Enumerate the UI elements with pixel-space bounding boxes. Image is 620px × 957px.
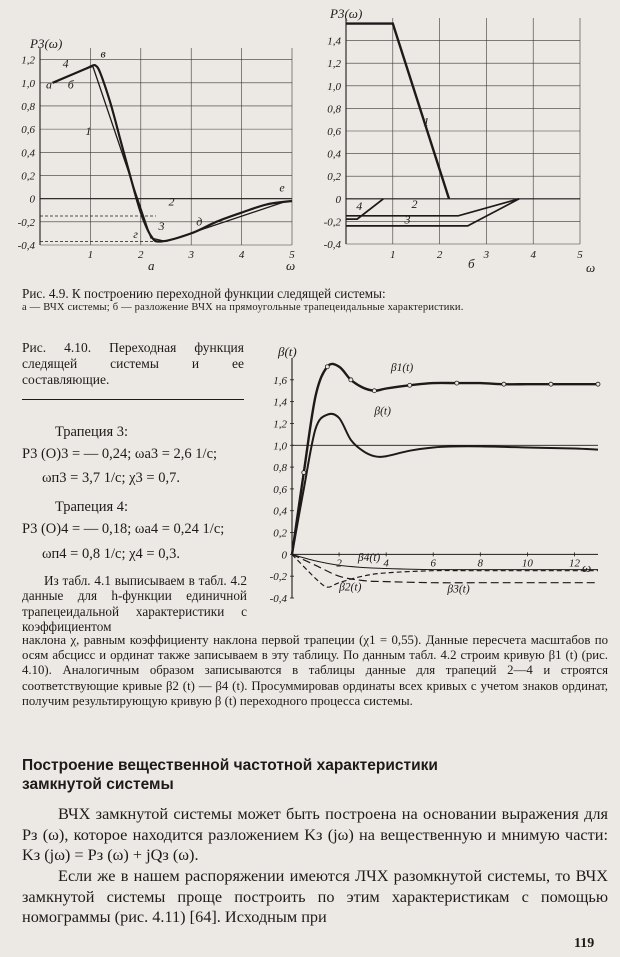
fig410-plot (256, 336, 608, 614)
fig49a-xtick-label: 5 (289, 249, 295, 261)
fig410-marker (372, 389, 376, 393)
fig410-marker (408, 383, 412, 387)
fig49b-ytick-label: 0,8 (327, 103, 341, 116)
fig410-curve-1 (292, 414, 598, 555)
fig49a-point-label: г (133, 227, 138, 242)
fig49b-curve-label: 1 (423, 114, 430, 129)
fig49a-ylabel: P3(ω) (30, 36, 63, 51)
fig410-marker (302, 471, 306, 475)
fig49a-xtick-label: 1 (87, 249, 94, 261)
fig49b-ytick-label: -0,2 (323, 216, 341, 229)
fig410-ytick-label: 0,4 (273, 505, 287, 518)
fig49b-ytick-label: 1,4 (327, 35, 341, 48)
page-number: 119 (574, 936, 595, 951)
fig49b-xlabel: ω (586, 260, 596, 275)
fig49a-point-label: а (46, 77, 53, 92)
fig49b-ytick-label: -0,4 (323, 239, 341, 251)
fig49a-point-label: в (100, 46, 106, 61)
fig49a-point-label: б (67, 77, 74, 92)
fig49a-xtick-label: 4 (238, 249, 245, 261)
fig410-xtick-label: 2 (336, 557, 342, 570)
fig49b-plot (318, 0, 608, 280)
fig410-xtick-label: 10 (521, 557, 533, 570)
fig49a-sublabel: а (148, 258, 155, 273)
fig49b-xtick-label: 2 (436, 249, 443, 261)
fig410-ylabel: β(t) (278, 344, 297, 359)
fig410-xtick-label: 12 (568, 557, 580, 570)
fig49a-point-label: 3 (158, 218, 165, 233)
caption-fig49 (22, 286, 608, 314)
wrap-paragraph: Из табл. 4.1 выписываем в табл. 4.2 данные для h-функции единичной трапецеидальной характеристики с коэффициентом (22, 573, 247, 634)
fig49a-ytick-label: 1,2 (21, 54, 35, 67)
fig49b-ytick-label: 0,6 (327, 126, 341, 138)
fig49a-plot (17, 8, 308, 280)
fig410-xtick-label: 6 (430, 557, 436, 570)
fig49a-ytick-label: 1,0 (21, 77, 35, 90)
fig410-curve-label: β(t) (374, 405, 391, 418)
fig49b-ytick-label: 0,4 (327, 148, 341, 161)
fig49a-curve-vchh (53, 65, 292, 242)
fig49a-ytick-label: 0,6 (21, 124, 35, 137)
fig410-curve-label: β4(t) (357, 551, 381, 564)
fig410-ytick-label: 0,8 (273, 462, 287, 475)
fig410-marker (502, 382, 506, 386)
fig410-marker (596, 382, 600, 386)
fig49a-ytick-label: -0,2 (17, 216, 35, 229)
fig49a-xlabel: ω (286, 258, 296, 273)
paragraph-2: ВЧХ замкнутой системы может быть построена на основании выражения для Pз (ω), которое находится разложением Kз (jω) на вещественную и мнимую части: Kз (jω) = Pз (ω) + jQз (ω). (22, 804, 608, 865)
caption-fig49-sub: а — ВЧХ системы; б — разложение ВЧХ на прямоугольные трапецеидальные характеристики. (22, 302, 464, 313)
fig49b-ytick-label: 1,0 (327, 80, 341, 93)
fig410-ytick-label: 1,0 (273, 440, 287, 453)
trapezoid4-title: Трапеция 4: (55, 499, 129, 515)
fig49b-xtick-label: 3 (483, 249, 490, 261)
fig410-ytick-label: 1,2 (273, 418, 287, 431)
trapezoid3-title: Трапеция 3: (55, 424, 129, 440)
section-heading: Построение вещественной частотной характеристики замкнутой системы (22, 757, 438, 793)
fig49b-xtick-label: 5 (577, 249, 583, 261)
trapezoid3-line2: ωп3 = 3,7 1/c; χ3 = 0,7. (42, 470, 180, 486)
caption-divider (22, 399, 244, 400)
fig49b-curve-3 (346, 196, 519, 226)
fig410-xlabel: ω (582, 560, 592, 575)
fig49a-point-label: е (279, 180, 285, 195)
fig49b-ylabel: P3(ω) (330, 6, 363, 21)
fig410-ytick-label: 1,4 (273, 396, 287, 409)
fig49a-ytick-label: 0,4 (21, 147, 35, 160)
fig410-curve-label: β1(t) (390, 362, 414, 375)
fig49a-point-label: 2 (168, 194, 175, 209)
fig49b-curve-label: 4 (356, 199, 363, 214)
fig410-ytick-label: 0,6 (273, 483, 287, 496)
fig49a-point-label: д (196, 214, 203, 229)
fig410-marker (349, 378, 353, 382)
paragraph-1: наклона χ, равным коэффициенту наклона первой трапеции (χ1 = 0,55). Данные пересчета масштабов по осям абсцисс и ординат также записываем в эту таблицу. По данным табл. 4.2 строим кривую β1 (t) (рис. 4.10). Аналогичным образом записываются в таблицы данные для трапеций 2—4 и строятся соответствующие кривые β2 (t) — β4 (t). Просуммировав ординаты всех кривых с учетом знаков ординат, получим результирующую кривую β (t) переходного процесса системы. (22, 633, 608, 708)
fig49b-curve-label: 2 (411, 196, 418, 211)
fig49b-curve-1 (346, 24, 449, 199)
paragraph-3: Если же в нашем распоряжении имеются ЛЧХ разомкнутой системы, то ВЧХ замкнутой системы проще построить по этим характеристикам с помощью номограммы (рис. 4.11) [64]. Исходным при (22, 866, 608, 927)
fig410-xtick-label: 8 (477, 557, 484, 570)
fig410-marker (325, 365, 329, 369)
fig410-xtick-label: 4 (383, 557, 389, 570)
fig49b-xtick-label: 1 (390, 249, 396, 261)
fig49a-curve-approx (53, 67, 287, 242)
fig410-ytick-label: 0,2 (273, 527, 287, 540)
trapezoid4-line2: ωп4 = 0,8 1/c; χ4 = 0,3. (42, 546, 180, 562)
fig49a-xtick-label: 2 (138, 249, 144, 261)
fig410-ytick-label: 1,6 (273, 374, 287, 387)
fig49a-xtick-label: 3 (188, 249, 194, 261)
caption-fig410: Рис. 4.10. Переходная функция следящей системы и ее составляющие. (22, 340, 244, 387)
fig49a-ytick-label: 0 (29, 193, 35, 206)
fig49b-xtick-label: 4 (530, 249, 536, 261)
fig49a-ytick-label: -0,4 (17, 240, 35, 252)
fig49a-point-label: 1 (85, 123, 92, 138)
fig49b-sublabel: б (468, 256, 475, 271)
fig410-ytick-label: -0,4 (269, 593, 287, 605)
fig410-ytick-label: 0 (281, 549, 287, 562)
fig49b-curve-label: 3 (404, 212, 411, 227)
fig49a-ytick-label: 0,2 (21, 170, 35, 183)
fig410-ytick-label: -0,2 (269, 571, 287, 584)
fig49b-ytick-label: 1,2 (327, 58, 341, 71)
fig410-marker (549, 382, 553, 386)
fig49b-ytick-label: 0 (335, 193, 341, 206)
caption-fig49-main: Рис. 4.9. К построению переходной функции следящей системы: (22, 286, 386, 301)
fig410-curve-label: β3(t) (447, 583, 470, 596)
fig410-curve-label: β2(t) (339, 581, 362, 594)
fig49a-ytick-label: 0,8 (21, 100, 35, 113)
fig410-curve-0 (292, 364, 598, 554)
trapezoid4-line1: P3 (O)4 = — 0,18; ωa4 = 0,24 1/c; (22, 521, 225, 537)
fig49b-ytick-label: 0,2 (327, 171, 341, 184)
trapezoid3-line1: P3 (O)3 = — 0,24; ωa3 = 2,6 1/c; (22, 446, 218, 462)
fig410-marker (455, 381, 459, 385)
fig49a-point-label: 4 (62, 56, 69, 71)
